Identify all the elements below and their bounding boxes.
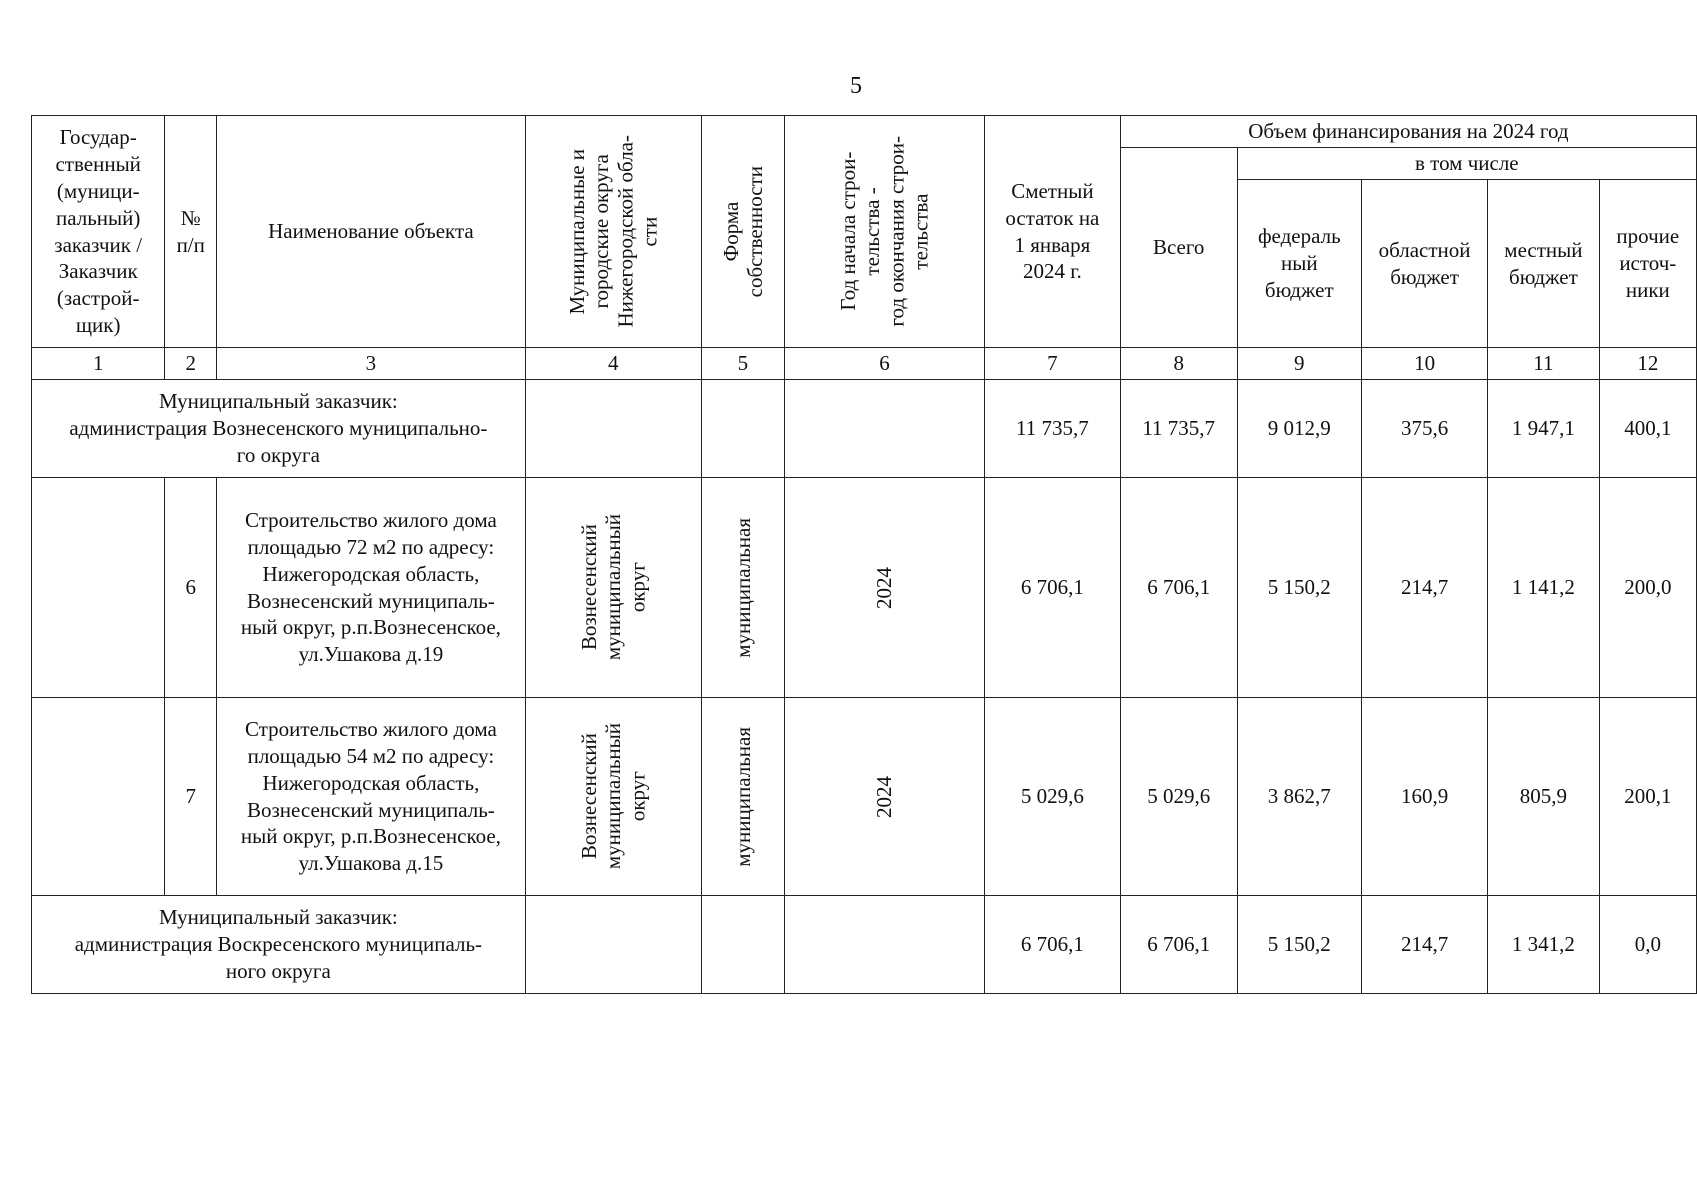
cell-year-text: 2024 xyxy=(872,566,897,609)
cell-local: 1 141,2 xyxy=(1488,478,1599,698)
empty-cell xyxy=(784,896,984,994)
empty-cell xyxy=(701,896,784,994)
empty-cell xyxy=(784,380,984,478)
header-total: Всего xyxy=(1120,148,1237,348)
cell-other: 200,0 xyxy=(1599,478,1696,698)
cell-total: 6 706,1 xyxy=(1120,478,1237,698)
cell-federal: 9 012,9 xyxy=(1237,380,1361,478)
header-object-name: Наименование объекта xyxy=(217,116,526,348)
column-number: 7 xyxy=(985,348,1121,380)
cell-year xyxy=(784,698,984,896)
empty-cell xyxy=(525,896,701,994)
object-row-7 xyxy=(32,698,1697,896)
cell-ownership-text: муниципальная xyxy=(730,517,755,658)
cell-regional: 160,9 xyxy=(1361,698,1487,896)
group-row-voskresensky xyxy=(32,896,1697,994)
group-row-voznesensky xyxy=(32,380,1697,478)
header-regional: областной бюджет xyxy=(1361,180,1487,348)
cell-local: 805,9 xyxy=(1488,698,1599,896)
header-ownership xyxy=(701,116,784,348)
cell-total: 6 706,1 xyxy=(1120,896,1237,994)
header-number: № п/п xyxy=(165,116,217,348)
empty-cell xyxy=(525,380,701,478)
cell-regional: 214,7 xyxy=(1361,478,1487,698)
header-balance: Сметный остаток на 1 января 2024 г. xyxy=(985,116,1121,348)
column-number: 4 xyxy=(525,348,701,380)
cell-federal: 5 150,2 xyxy=(1237,478,1361,698)
object-row-6 xyxy=(32,478,1697,698)
cell-regional: 375,6 xyxy=(1361,380,1487,478)
header-districts xyxy=(525,116,701,348)
cell-regional: 214,7 xyxy=(1361,896,1487,994)
empty-cell xyxy=(32,698,165,896)
empty-cell xyxy=(701,380,784,478)
cell-other: 400,1 xyxy=(1599,380,1696,478)
column-number: 6 xyxy=(784,348,984,380)
header-federal: федераль ный бюджет xyxy=(1237,180,1361,348)
column-number: 12 xyxy=(1599,348,1696,380)
cell-ownership xyxy=(701,478,784,698)
column-numbers-row xyxy=(32,348,1697,380)
cell-total: 5 029,6 xyxy=(1120,698,1237,896)
header-years xyxy=(784,116,984,348)
cell-district-text: Вознесенский муниципальный округ xyxy=(577,514,650,661)
cell-local: 1 947,1 xyxy=(1488,380,1599,478)
cell-federal: 5 150,2 xyxy=(1237,896,1361,994)
column-number: 9 xyxy=(1237,348,1361,380)
cell-number: 6 xyxy=(165,478,217,698)
cell-local: 1 341,2 xyxy=(1488,896,1599,994)
cell-balance: 11 735,7 xyxy=(985,380,1121,478)
financing-table xyxy=(31,115,1697,994)
cell-ownership-text: муниципальная xyxy=(730,726,755,867)
cell-number: 7 xyxy=(165,698,217,896)
header-local: местный бюджет xyxy=(1488,180,1599,348)
column-number: 1 xyxy=(32,348,165,380)
cell-other: 0,0 xyxy=(1599,896,1696,994)
group-customer-label: Муниципальный заказчик: администрация Воскресенского муниципаль- ного округа xyxy=(32,896,526,994)
group-customer-label: Муниципальный заказчик: администрация Вознесенского муниципально- го округа xyxy=(32,380,526,478)
header-customer: Государ- ственный (муници- пальный) заказчик / Заказчик (застрой- щик) xyxy=(32,116,165,348)
cell-year-text: 2024 xyxy=(872,775,897,818)
cell-federal: 3 862,7 xyxy=(1237,698,1361,896)
header-including: в том числе xyxy=(1237,148,1696,180)
cell-object-name: Строительство жилого дома площадью 54 м2 по адресу: Нижегородская область, Вознесенский муниципаль- ный округ, р.п.Вознесенское, ул.Ушакова д.15 xyxy=(217,698,526,896)
header-districts-text: Муниципальные и городские округа Нижегородской обла- сти xyxy=(564,135,662,328)
cell-balance: 6 706,1 xyxy=(985,896,1121,994)
cell-district xyxy=(525,698,701,896)
header-other: прочие источ- ники xyxy=(1599,180,1696,348)
empty-cell xyxy=(32,478,165,698)
page-number: 5 xyxy=(850,73,862,99)
cell-district xyxy=(525,478,701,698)
header-funding: Объем финансирования на 2024 год xyxy=(1120,116,1696,148)
column-number: 10 xyxy=(1361,348,1487,380)
cell-object-name: Строительство жилого дома площадью 72 м2 по адресу: Нижегородская область, Вознесенский муниципаль- ный округ, р.п.Вознесенское, ул.Ушакова д.19 xyxy=(217,478,526,698)
cell-total: 11 735,7 xyxy=(1120,380,1237,478)
column-number: 3 xyxy=(217,348,526,380)
column-number: 2 xyxy=(165,348,217,380)
column-number: 5 xyxy=(701,348,784,380)
cell-other: 200,1 xyxy=(1599,698,1696,896)
cell-balance: 6 706,1 xyxy=(985,478,1121,698)
header-ownership-text: Форма собственности xyxy=(718,165,767,298)
header-years-text: Год начала строи- тельства - год окончания строи- тельства xyxy=(836,136,933,327)
column-number: 8 xyxy=(1120,348,1237,380)
cell-ownership xyxy=(701,698,784,896)
cell-balance: 5 029,6 xyxy=(985,698,1121,896)
cell-year xyxy=(784,478,984,698)
cell-district-text: Вознесенский муниципальный округ xyxy=(577,723,650,870)
column-number: 11 xyxy=(1488,348,1599,380)
